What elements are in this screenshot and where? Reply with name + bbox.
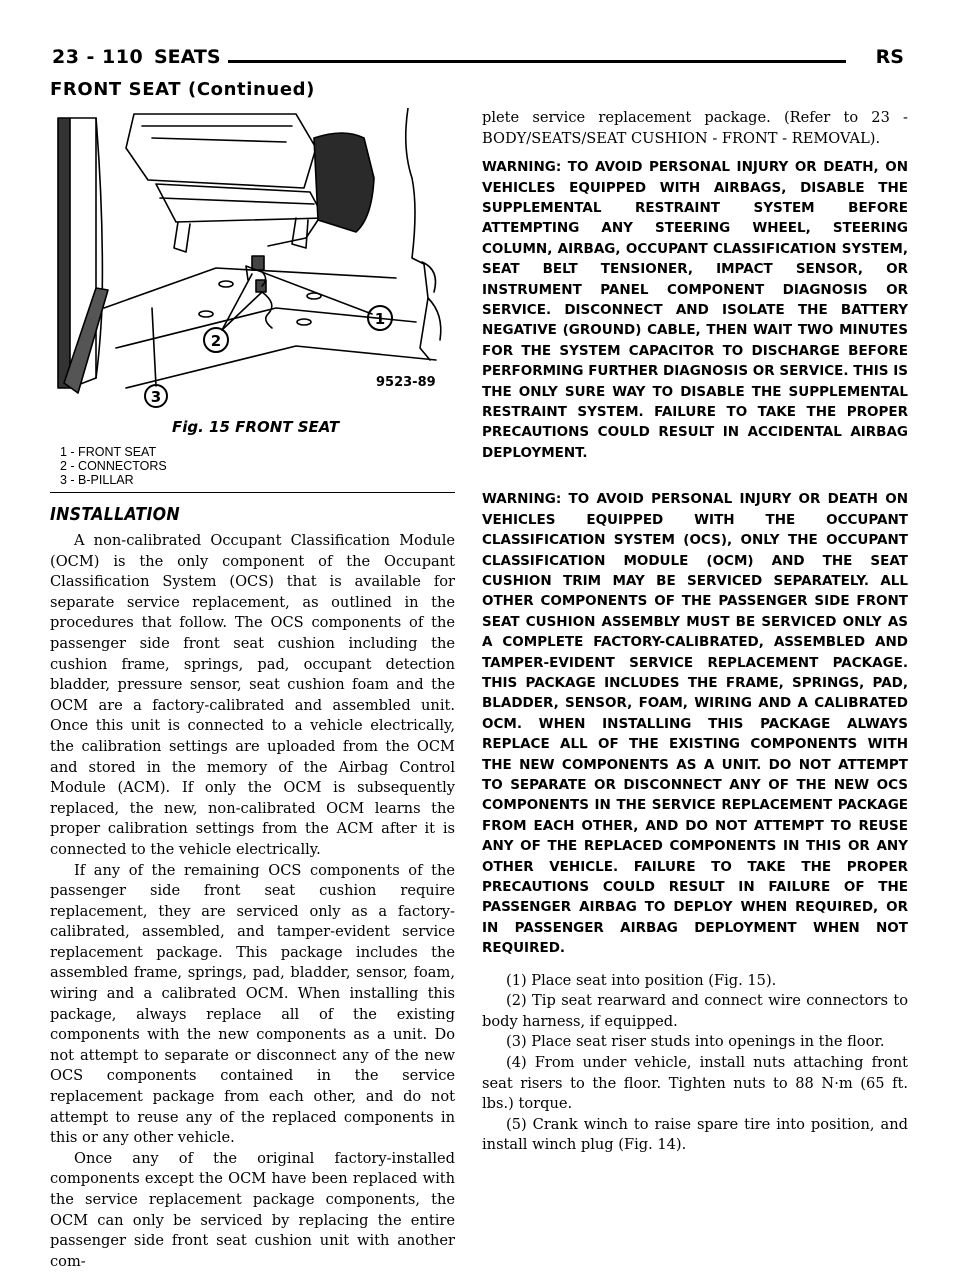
callout-3: 3 — [150, 388, 162, 406]
page-number: 23 - 110 — [52, 46, 144, 68]
callout-1: 1 — [374, 310, 386, 328]
warning-ocs: WARNING: TO AVOID PERSONAL INJURY OR DEATH ON VEHICLES EQUIPPED WITH THE OCCUPANT CLASSIFICATION SYSTEM (OCS), ONLY THE OCCUPANT CLASSIFICATION MODULE (OCM) AND THE SEAT CUSHION TRIM MAY BE SERVICED SEPARATELY. ALL OTHER COMPONENTS OF THE PASSENGER SIDE FRONT SEAT CUSHION ASSEMBLY MUST BE SERVICED ONLY AS A COMPLETE FACTORY-CALIBRATED, ASSEMBLED AND TAMPER-EVIDENT SERVICE REPLACEMENT PACKAGE. THIS PACKAGE INCLUDES THE FRAME, SPRINGS, PAD, BLADDER, SENSOR, FOAM, WIRING AND A CALIBRATED OCM. WHEN INSTALLING THIS PACKAGE ALWAYS REPLACE ALL OF THE EXISTING COMPONENTS WITH THE NEW COMPONENTS AS A UNIT. DO NOT ATTEMPT TO SEPARATE OR DISCONNECT ANY OF THE NEW OCS COMPONENTS IN THE SERVICE REPLACEMENT PACKAGE FROM EACH OTHER, AND DO NOT ATTEMPT TO REUSE ANY OF THE REPLACED COMPONENTS IN THIS OR ANY OTHER VEHICLE. FAILURE TO TAKE THE PROPER PRECAUTIONS COULD RESULT IN FAILURE OF THE PASSENGER AIRBAG TO DEPLOY WHEN REQUIRED, OR IN PASSENGER AIRBAG DEPLOYMENT WHEN NOT REQUIRED. — [482, 491, 908, 957]
legend-item: 1 - FRONT SEAT — [60, 445, 157, 459]
warning-srs: WARNING: TO AVOID PERSONAL INJURY OR DEATH, ON VEHICLES EQUIPPED WITH AIRBAGS, DISABLE THE SUPPLEMENTAL RESTRAINT SYSTEM BEFORE ATTEMPTING ANY STEERING WHEEL, STEERING COLUMN, AIRBAG, OCCUPANT CLASSIFICATION SYSTEM, SEAT BELT TENSIONER, IMPACT SENSOR, OR INSTRUMENT PANEL COMPONENT DIAGNOSIS OR SERVICE. DISCONNECT AND ISOLATE THE BATTERY NEGATIVE (GROUND) CABLE, THEN WAIT TWO MINUTES FOR THE SYSTEM CAPACITOR TO DISCHARGE BEFORE PERFORMING FURTHER DIAGNOSIS OR SERVICE. THIS IS THE ONLY SURE WAY TO DISABLE THE SUPPLEMENTAL RESTRAINT SYSTEM. FAILURE TO TAKE THE PROPER PRECAUTIONS COULD RESULT IN ACCIDENTAL AIRBAG DEPLOYMENT. — [482, 159, 908, 461]
figure-caption: Fig. 15 FRONT SEAT — [172, 418, 340, 436]
figure-rule — [50, 492, 455, 493]
installation-paragraph-1: A non-calibrated Occupant Classification Module (OCM) is the only component of the Occupant Classification System (OCS) that is available for separate service replacement, as outlined in the procedures that follow. The OCS components of the passenger side front seat cushion including the cushion frame, springs, pad, occupant detection bladder, pressure sensor, seat cushion foam and the OCM are a factory-calibrated and assembled unit. Once this unit is connected to a vehicle electrically, the calibration settings are uploaded from the OCM and stored in the memory of the Airbag Control Module (ACM). If only the OCM is subsequently replaced, the new, non-calibrated OCM learns the proper calibration settings from the ACM after it is connected to the vehicle electrically. — [50, 532, 455, 858]
continued-title: FRONT SEAT (Continued) — [50, 79, 315, 100]
legend-item: 3 - B-PILLAR — [60, 473, 134, 487]
step-4: (4) From under vehicle, install nuts attaching front seat risers to the floor. Tighten nuts to 88 N·m (65 ft. lbs.) torque. — [482, 1054, 908, 1113]
left-column — [50, 504, 455, 1272]
step-2: (2) Tip seat rearward and connect wire connectors to body harness, if equipped. — [482, 992, 908, 1030]
step-5: (5) Crank winch to raise spare tire into position, and install winch plug (Fig. 14). — [482, 1115, 908, 1154]
figure-legend — [60, 445, 167, 487]
callout-2: 2 — [210, 332, 222, 350]
right-column — [482, 108, 908, 1156]
section-title: SEATS — [154, 46, 221, 68]
installation-heading: INSTALLATION — [50, 504, 180, 525]
step-3: (3) Place seat riser studs into openings in the floor. — [506, 1033, 885, 1051]
front-seat-illustration — [56, 108, 452, 408]
page-header — [50, 44, 910, 74]
installation-paragraph-3: Once any of the original factory-installed components except the OCM have been replaced with the service replacement package components, the OCM can only be serviced by replacing the entire passenger side front seat cushion unit with another com- — [50, 1149, 455, 1270]
legend-item: 2 - CONNECTORS — [60, 459, 167, 473]
figure-code: 9523-89 — [376, 375, 436, 390]
installation-paragraph-3-continued: plete service replacement package. (Refer to 23 - BODY/SEATS/SEAT CUSHION - FRONT - REMOVAL). — [482, 109, 908, 147]
step-1: (1) Place seat into position (Fig. 15). — [506, 971, 777, 989]
header-rule — [228, 60, 846, 63]
installation-paragraph-2: If any of the remaining OCS components of the passenger side front seat cushion require replacement, they are serviced only as a factory-calibrated, assembled, and tamper-evident service replacement package. This package includes the assembled frame, springs, pad, bladder, sensor, foam, wiring and a calibrated OCM. When installing this package, always replace all of the existing components with the new components as a unit. Do not attempt to separate or disconnect any of the new OCS components contained in the service replacement package from each other, and do not attempt to reuse any of the replaced components in this or any other vehicle. — [50, 861, 455, 1147]
manual-code: RS — [875, 46, 904, 68]
